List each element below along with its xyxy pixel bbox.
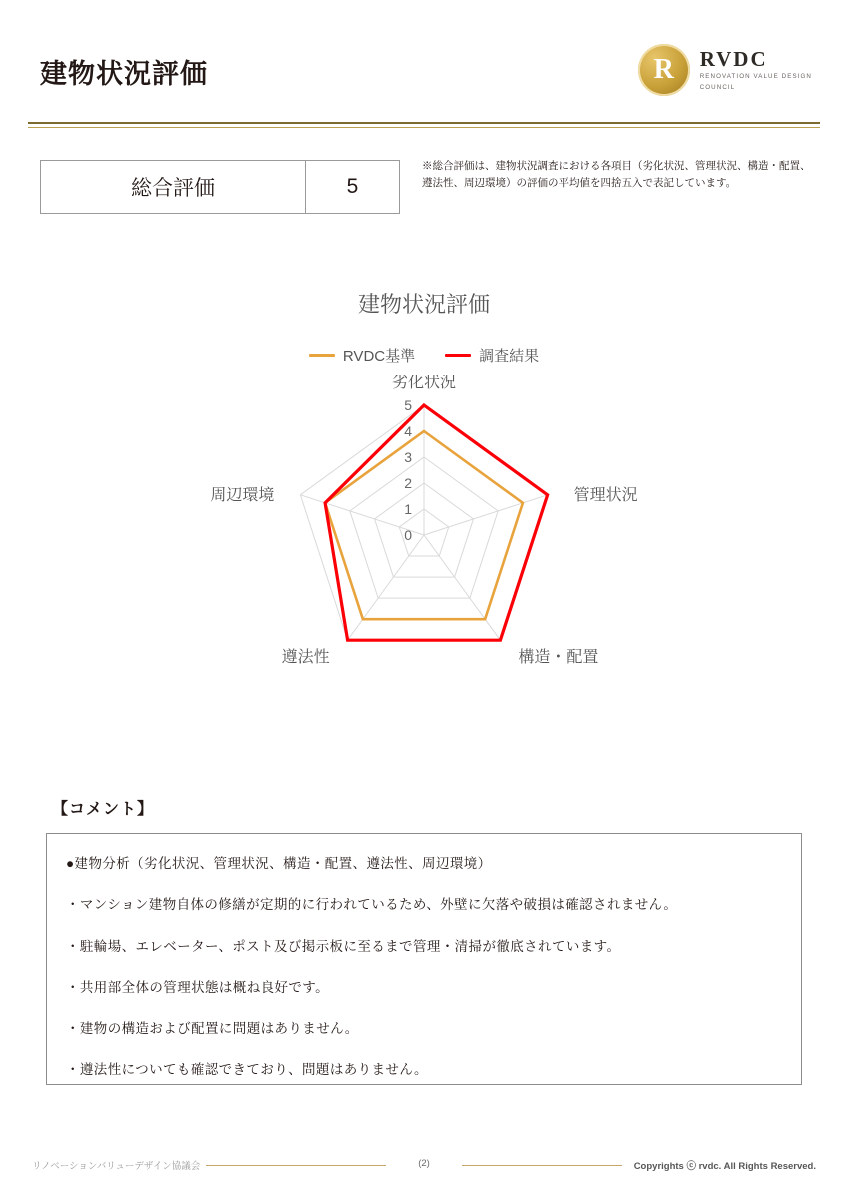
radar-chart — [124, 375, 724, 705]
rvdc-logo — [638, 44, 812, 96]
svg-text:構造・配置: 構造・配置 — [518, 649, 599, 667]
svg-text:遵法性: 遵法性 — [281, 649, 330, 667]
chart-legend — [0, 345, 848, 366]
svg-text:管理状況: 管理状況 — [573, 486, 638, 504]
footer-organization: リノベーションバリューデザイン協議会 — [32, 1161, 201, 1172]
legend-label-result: 調査結果 — [479, 348, 540, 365]
svg-text:5: 5 — [404, 397, 412, 413]
logo-sub-line-1: RENOVATION VALUE DESIGN — [699, 72, 812, 80]
svg-text:0: 0 — [404, 527, 412, 543]
logo-name: RVDC — [699, 46, 768, 71]
logo-sub-line-2: COUNCIL — [699, 84, 736, 92]
header-divider-thick — [28, 122, 820, 124]
svg-text:1: 1 — [404, 501, 412, 517]
overall-score-box — [40, 160, 400, 214]
page-title: 建物状況評価 — [40, 59, 208, 89]
svg-text:劣化状況: 劣化状況 — [391, 375, 457, 391]
legend-label-standard: RVDC基準 — [342, 348, 416, 365]
footer-page-number: (2) — [418, 1158, 430, 1169]
page-footer — [0, 1156, 848, 1174]
overall-score-label: 総合評価 — [41, 161, 306, 213]
comment-line: ・マンション建物自体の修繕が定期的に行われているため、外壁に欠落や破損は確認されません。 — [66, 897, 678, 913]
comment-list — [66, 854, 786, 1102]
logo-badge-icon: R — [638, 44, 690, 96]
svg-text:周辺環境: 周辺環境 — [210, 486, 275, 504]
comment-line: ・駐輪場、エレベーター、ポスト及び掲示板に至るまで管理・清掃が徹底されています。 — [66, 938, 621, 954]
overall-score-note: ※総合評価は、建物状況調査における各項目（劣化状況、管理状況、構造・配置、遵法性、周辺環境）の評価の平均値を四捨五入で表記しています。 — [422, 160, 811, 190]
svg-text:3: 3 — [404, 449, 412, 465]
legend-swatch-result — [445, 354, 471, 357]
chart-title: 建物状況評価 — [357, 292, 490, 317]
comment-line: ●建物分析（劣化状況、管理状況、構造・配置、遵法性、周辺環境） — [66, 856, 492, 871]
comment-line: ・遵法性についても確認できており、問題はありません。 — [66, 1062, 428, 1078]
header-divider-thin — [28, 127, 820, 128]
logo-text — [700, 48, 812, 93]
svg-text:2: 2 — [404, 475, 412, 491]
radar-chart-svg — [124, 375, 724, 705]
overall-score-value: 5 — [346, 175, 359, 198]
footer-rule-right — [462, 1165, 622, 1166]
comment-line: ・建物の構造および配置に問題はありません。 — [66, 1021, 359, 1036]
page-header — [0, 34, 848, 124]
comment-heading: 【コメント】 — [52, 801, 155, 818]
legend-swatch-standard — [309, 354, 335, 357]
svg-text:4: 4 — [404, 423, 412, 439]
legend-item-standard — [309, 345, 415, 366]
footer-copyright: Copyrights ⓒ rvdc. All Rights Reserved. — [633, 1161, 816, 1172]
radar-series — [325, 405, 548, 640]
legend-item-result — [445, 345, 539, 366]
comment-line: ・共用部全体の管理状態は概ね良好です。 — [66, 979, 330, 995]
